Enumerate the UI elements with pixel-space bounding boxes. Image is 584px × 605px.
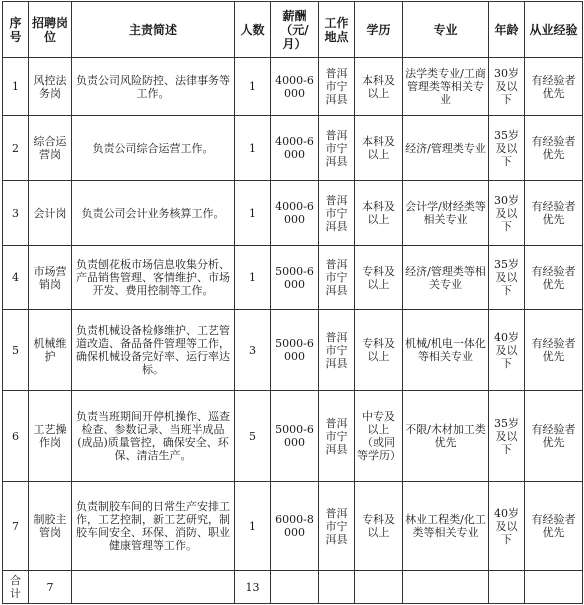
cell-age: 35岁及以下 (489, 116, 525, 181)
header-major: 专业 (403, 2, 489, 58)
cell-seq: 7 (3, 482, 29, 571)
cell-seq: 3 (3, 181, 29, 246)
cell-duty: 负责公司综合运营工作。 (72, 116, 235, 181)
cell-salary: 4000-6000 (271, 58, 319, 116)
header-row (3, 2, 583, 58)
cell-count: 1 (235, 116, 271, 181)
cell-duty: 负责机械设备检修维护、工艺管道改造、备品备件管理等工作，确保机械设备完好率、运行率达标。 (72, 310, 235, 391)
cell-education: 中专及以上（或同等学历） (355, 391, 403, 482)
cell-education: 本科及以上 (355, 181, 403, 246)
header-age: 年龄 (489, 2, 525, 58)
cell-seq: 2 (3, 116, 29, 181)
total-posts: 7 (29, 571, 72, 604)
cell-seq: 6 (3, 391, 29, 482)
total-empty-location (319, 571, 355, 604)
cell-salary: 6000-8000 (271, 482, 319, 571)
total-empty-education (355, 571, 403, 604)
cell-education: 专科及以上 (355, 246, 403, 310)
cell-experience: 有经验者优先 (525, 310, 583, 391)
cell-count: 3 (235, 310, 271, 391)
cell-post: 机械维护 (29, 310, 72, 391)
cell-location: 普洱市宁洱县 (319, 246, 355, 310)
cell-age: 40岁及以下 (489, 310, 525, 391)
cell-experience: 有经验者优先 (525, 116, 583, 181)
cell-duty: 负责公司风险防控、法律事务等工作。 (72, 58, 235, 116)
total-empty-experience (525, 571, 583, 604)
cell-salary: 5000-6000 (271, 310, 319, 391)
cell-count: 1 (235, 58, 271, 116)
header-location: 工作地点 (319, 2, 355, 58)
cell-location: 普洱市宁洱县 (319, 116, 355, 181)
cell-experience: 有经验者优先 (525, 391, 583, 482)
header-duty: 主责简述 (72, 2, 235, 58)
cell-education: 专科及以上 (355, 310, 403, 391)
cell-location: 普洱市宁洱县 (319, 58, 355, 116)
table-row (3, 482, 583, 571)
cell-major: 林业工程类/化工类等相关专业 (403, 482, 489, 571)
cell-seq: 4 (3, 246, 29, 310)
cell-education: 本科及以上 (355, 58, 403, 116)
header-experience: 从业经验 (525, 2, 583, 58)
cell-experience: 有经验者优先 (525, 246, 583, 310)
cell-age: 30岁及以下 (489, 181, 525, 246)
cell-count: 1 (235, 246, 271, 310)
cell-duty: 负责制胶车间的日常生产安排工作，工艺控制，新工艺研究，制胶车间安全、环保、消防、职业健康管理等工作。 (72, 482, 235, 571)
cell-experience: 有经验者优先 (525, 58, 583, 116)
total-empty-age (489, 571, 525, 604)
cell-major: 不限/木材加工类优先 (403, 391, 489, 482)
cell-age: 35岁及以下 (489, 246, 525, 310)
header-post: 招聘岗位 (29, 2, 72, 58)
cell-duty: 负责当班期间开停机操作、巡查检查、参数记录、当班半成品(成品)质量管控，确保安全、环保、清洁生产。 (72, 391, 235, 482)
cell-age: 30岁及以下 (489, 58, 525, 116)
total-empty-salary (271, 571, 319, 604)
cell-location: 普洱市宁洱县 (319, 310, 355, 391)
cell-salary: 5000-6000 (271, 391, 319, 482)
cell-duty: 负责刨花板市场信息收集分析、产品销售管理、客情维护、市场开发、费用控制等工作。 (72, 246, 235, 310)
header-education: 学历 (355, 2, 403, 58)
cell-post: 会计岗 (29, 181, 72, 246)
cell-experience: 有经验者优先 (525, 482, 583, 571)
cell-experience: 有经验者优先 (525, 181, 583, 246)
cell-salary: 4000-6000 (271, 116, 319, 181)
table-row (3, 181, 583, 246)
cell-location: 普洱市宁洱县 (319, 482, 355, 571)
cell-seq: 5 (3, 310, 29, 391)
cell-major: 经济/管理类等相关专业 (403, 246, 489, 310)
table-row (3, 116, 583, 181)
cell-count: 1 (235, 482, 271, 571)
cell-salary: 4000-6000 (271, 181, 319, 246)
cell-age: 35岁及以下 (489, 391, 525, 482)
table-row (3, 246, 583, 310)
table-row (3, 58, 583, 116)
cell-post: 综合运营岗 (29, 116, 72, 181)
total-empty-duty (72, 571, 235, 604)
total-label: 合计 (3, 571, 29, 604)
cell-education: 专科及以上 (355, 482, 403, 571)
recruitment-table (2, 1, 583, 604)
total-empty-major (403, 571, 489, 604)
cell-duty: 负责公司会计业务核算工作。 (72, 181, 235, 246)
header-seq: 序号 (3, 2, 29, 58)
cell-count: 5 (235, 391, 271, 482)
cell-seq: 1 (3, 58, 29, 116)
cell-education: 本科及以上 (355, 116, 403, 181)
table-row (3, 310, 583, 391)
cell-post: 制胶主管岗 (29, 482, 72, 571)
total-row (3, 571, 583, 604)
cell-salary: 5000-6000 (271, 246, 319, 310)
cell-count: 1 (235, 181, 271, 246)
cell-post: 风控法务岗 (29, 58, 72, 116)
cell-major: 法学类专业/工商管理类等相关专业 (403, 58, 489, 116)
cell-age: 40岁及以下 (489, 482, 525, 571)
cell-post: 工艺操作岗 (29, 391, 72, 482)
cell-post: 市场营销岗 (29, 246, 72, 310)
cell-major: 机械/机电一体化等相关专业 (403, 310, 489, 391)
header-salary: 薪酬（元/月） (271, 2, 319, 58)
total-count: 13 (235, 571, 271, 604)
cell-location: 普洱市宁洱县 (319, 181, 355, 246)
cell-location: 普洱市宁洱县 (319, 391, 355, 482)
header-count: 人数 (235, 2, 271, 58)
cell-major: 会计学/财经类等相关专业 (403, 181, 489, 246)
table-row (3, 391, 583, 482)
cell-major: 经济/管理类专业 (403, 116, 489, 181)
